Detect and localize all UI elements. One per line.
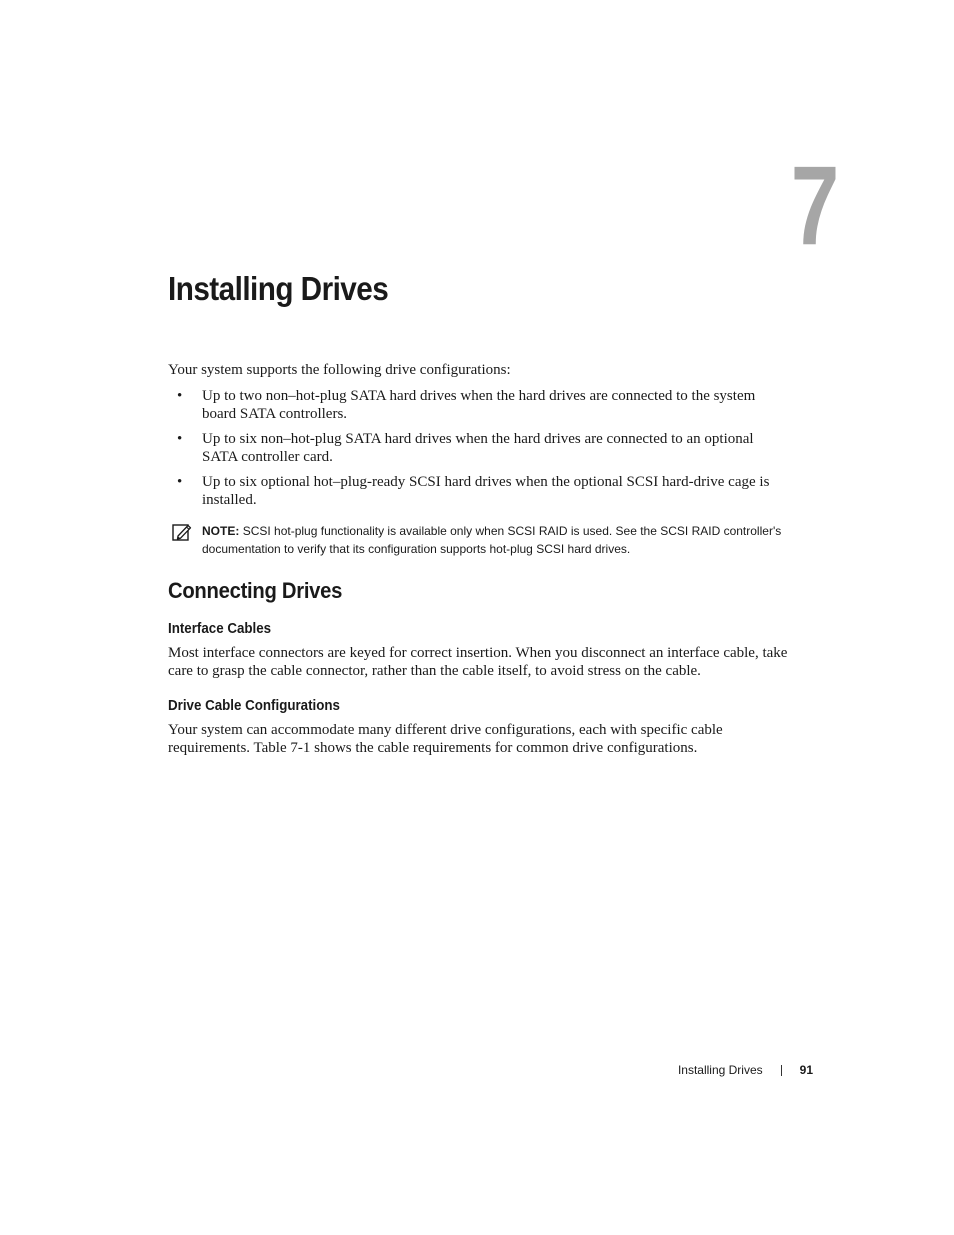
list-item xyxy=(168,473,788,510)
list-item xyxy=(168,430,788,467)
note-box xyxy=(168,522,788,558)
section-title: Connecting Drives xyxy=(168,577,343,603)
list-item-text: Up to six non–hot-plug SATA hard drives when the hard drives are connected to an optional SATA controller card. xyxy=(202,430,754,465)
note-label: NOTE: xyxy=(202,523,240,538)
subsection-body-interface-cables: Most interface connectors are keyed for correct insertion. When you disconnect an interface cable, take care to grasp the cable connector, rather than the cable itself, to avoid stress on the cable. xyxy=(168,644,788,679)
list-item-text: Up to six optional hot–plug-ready SCSI hard drives when the optional SCSI hard-drive cage is installed. xyxy=(202,473,770,508)
footer-divider xyxy=(781,1065,782,1076)
subsection-body-drive-cable-configurations: Your system can accommodate many different drive configurations, each with specific cable requirements. Table 7-1 shows the cable requirements for common drive configurations. xyxy=(168,721,723,756)
list-item-text: Up to two non–hot-plug SATA hard drives when the hard drives are connected to the system board SATA controllers. xyxy=(202,387,756,422)
page-content xyxy=(168,361,788,758)
footer-title: Installing Drives xyxy=(677,1063,763,1077)
subsection-title-interface-cables: Interface Cables xyxy=(168,620,272,637)
bullet-icon: • xyxy=(177,473,183,490)
chapter-title: Installing Drives xyxy=(168,270,389,307)
list-item xyxy=(168,387,788,424)
page-number: 91 xyxy=(799,1063,813,1077)
subsection-title-drive-cable-configurations: Drive Cable Configurations xyxy=(168,697,340,714)
chapter-number: 7 xyxy=(790,143,840,268)
intro-text: Your system supports the following drive configurations: xyxy=(168,362,511,378)
page-footer xyxy=(678,1062,813,1078)
bullet-icon: • xyxy=(177,387,183,404)
note-text: SCSI hot-plug functionality is available only when SCSI RAID is used. See the SCSI RAID controller's documentation to verify that its configuration supports hot-plug SCSI hard drives. xyxy=(202,523,782,556)
bullet-icon: • xyxy=(177,430,183,447)
drive-configuration-list xyxy=(168,387,788,510)
note-pencil-icon xyxy=(172,523,192,541)
